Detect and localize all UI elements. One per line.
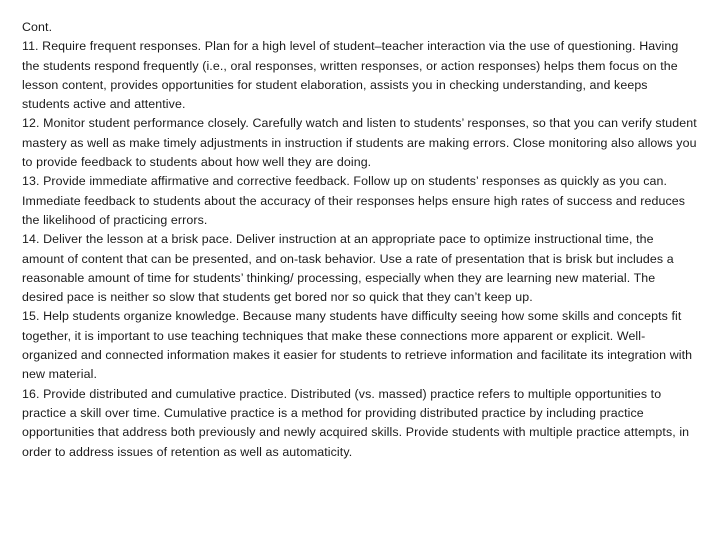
item-12: 12. Monitor student performance closely. Carefully watch and listen to students’ responses, so that you can verify student mastery as well as make timely adjustments in instruction if students are making errors. Close monitoring also allows you to provide feedback to students about how well they are doing.	[22, 116, 697, 170]
item-14: 14. Deliver the lesson at a brisk pace. Deliver instruction at an appropriate pace to optimize instructional time, the amount of content that can be presented, and on-task behavior. Use a rate of presentation that is brisk but includes a reasonable amount of time for students’ thinking/ processing, especially when they are learning new material. The desired pace is neither so slow that students get bored nor so quick that they can’t keep up.	[22, 232, 674, 305]
body-text	[22, 18, 698, 462]
item-16: 16. Provide distributed and cumulative practice. Distributed (vs. massed) practice refers to multiple opportunities to practice a skill over time. Cumulative practice is a method for providing distributed practice by including practice opportunities that address both previously and newly acquired skills. Provide students with multiple practice attempts, in order to address issues of retention as well as automaticity.	[22, 386, 690, 459]
heading-cont: Cont.	[22, 20, 53, 34]
item-15: 15. Help students organize knowledge. Because many students have difficulty seeing how some skills and concepts fit together, it is important to use teaching techniques that make these connections more apparent or explicit. Well-organized and connected information makes it easier for students to retrieve information and facilitate its integration with new material.	[22, 309, 693, 382]
item-13: 13. Provide immediate affirmative and corrective feedback. Follow up on students’ responses as quickly as you can. Immediate feedback to students about the accuracy of their responses helps ensure high rates of success and reduces the likelihood of practicing errors.	[22, 174, 686, 227]
item-11: 11. Require frequent responses. Plan for a high level of student–teacher interaction via the use of questioning. Having the students respond frequently (i.e., oral responses, written responses, or action responses) helps them focus on the lesson content, provides opportunities for student elaboration, assists you in checking understanding, and keeps students active and attentive.	[22, 39, 679, 112]
